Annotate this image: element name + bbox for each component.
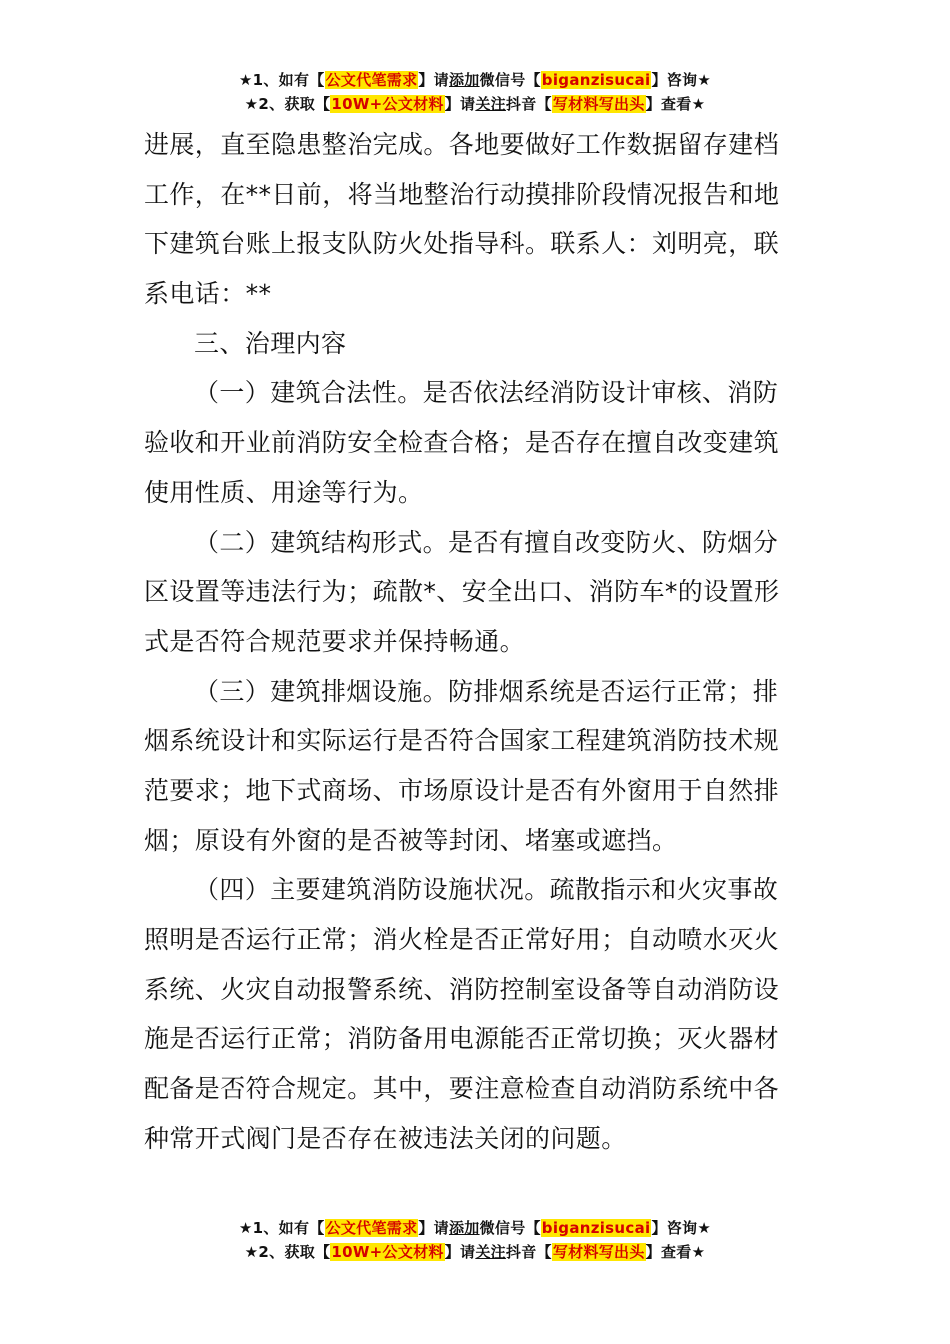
text-line: （二）建筑结构形式。是否有擅自改变防火、防烟分 [194, 527, 779, 557]
promo-highlight: 写材料写出头 [552, 1243, 645, 1261]
promo-text: ★1、如有【 [238, 1219, 325, 1237]
promo-text: 】请 [444, 1243, 476, 1261]
text-line: 下建筑台账上报支队防火处指导科。联系人：刘明亮，联 [144, 229, 780, 259]
promo-underlined: 添加 [448, 1219, 480, 1237]
section-heading: 三、治理内容 [194, 328, 347, 358]
text-line: 烟系统设计和实际运行是否符合国家工程建筑消防技术规 [144, 726, 780, 756]
promo-highlight: 公文代笔需求 [325, 71, 418, 89]
text-line: 验收和开业前消防安全检查合格；是否存在擅自改变建筑 [144, 428, 780, 458]
promo-line-2 [0, 92, 950, 116]
promo-text: 】咨询★ [651, 1219, 712, 1237]
document-body [144, 120, 784, 1163]
promo-text: ★1、如有【 [238, 71, 325, 89]
promo-text: 】咨询★ [651, 71, 712, 89]
promo-text: 微信号【 [479, 1219, 541, 1237]
text-line: 式是否符合规范要求并保持畅通。 [144, 626, 526, 656]
promo-line-1 [0, 68, 950, 92]
text-line: 进展，直至隐患整治完成。各地要做好工作数据留存建档 [144, 130, 780, 159]
text-line: 照明是否运行正常；消火栓是否正常好用；自动喷水灭火 [144, 925, 780, 954]
text-line: 施是否运行正常；消防备用电源能否正常切换；灭火器材 [144, 1024, 780, 1054]
text-line: 种常开式阀门是否存在被违法关闭的问题。 [144, 1123, 627, 1153]
promo-highlight: biganzisucai [541, 1219, 651, 1237]
promo-line-1 [0, 1216, 950, 1240]
promo-highlight: 公文代笔需求 [325, 1219, 418, 1237]
promo-highlight: 10W+公文材料 [331, 1243, 444, 1261]
promo-underlined: 关注 [475, 1243, 506, 1261]
footer-promo-banner [0, 1216, 950, 1264]
promo-text: 】查看★ [645, 95, 706, 113]
text-line: 烟；原设有外窗的是否被等封闭、堵塞或遮挡。 [144, 825, 678, 855]
promo-highlight: 10W+公文材料 [331, 95, 444, 113]
text-line: 工作，在**日前，将当地整治行动摸排阶段情况报告和地 [144, 179, 780, 209]
promo-text: 】查看★ [645, 1243, 706, 1261]
text-line: 系统、火灾自动报警系统、消防控制室设备等自动消防设 [144, 974, 780, 1004]
text-line: 区设置等违法行为；疏散*、安全出口、消防车*的设置形 [144, 577, 780, 607]
promo-text: 】请 [444, 95, 476, 113]
text-line: （四）主要建筑消防设施状况。疏散指示和火灾事故 [194, 875, 779, 905]
promo-highlight: biganzisucai [541, 71, 651, 89]
promo-underlined: 关注 [475, 95, 506, 113]
promo-highlight: 写材料写出头 [552, 95, 645, 113]
promo-text: 抖音【 [505, 95, 552, 113]
text-line: （一）建筑合法性。是否依法经消防设计审核、消防 [194, 378, 779, 408]
promo-text: 微信号【 [479, 71, 541, 89]
text-line: （三）建筑排烟设施。防排烟系统是否运行正常；排 [194, 676, 779, 706]
text-line: 使用性质、用途等行为。 [144, 477, 424, 507]
text-line: 范要求；地下式商场、市场原设计是否有外窗用于自然排 [144, 775, 780, 805]
promo-text: ★2、获取【 [244, 95, 331, 113]
promo-line-2 [0, 1240, 950, 1264]
promo-text: 】请 [418, 71, 449, 89]
promo-text: 抖音【 [505, 1243, 552, 1261]
promo-text: ★2、获取【 [244, 1243, 331, 1261]
header-promo-banner [0, 68, 950, 116]
text-line: 系电话：** [144, 279, 272, 309]
promo-text: 】请 [418, 1219, 449, 1237]
text-line: 配备是否符合规定。其中，要注意检查自动消防系统中各 [144, 1074, 780, 1104]
promo-underlined: 添加 [448, 71, 480, 89]
